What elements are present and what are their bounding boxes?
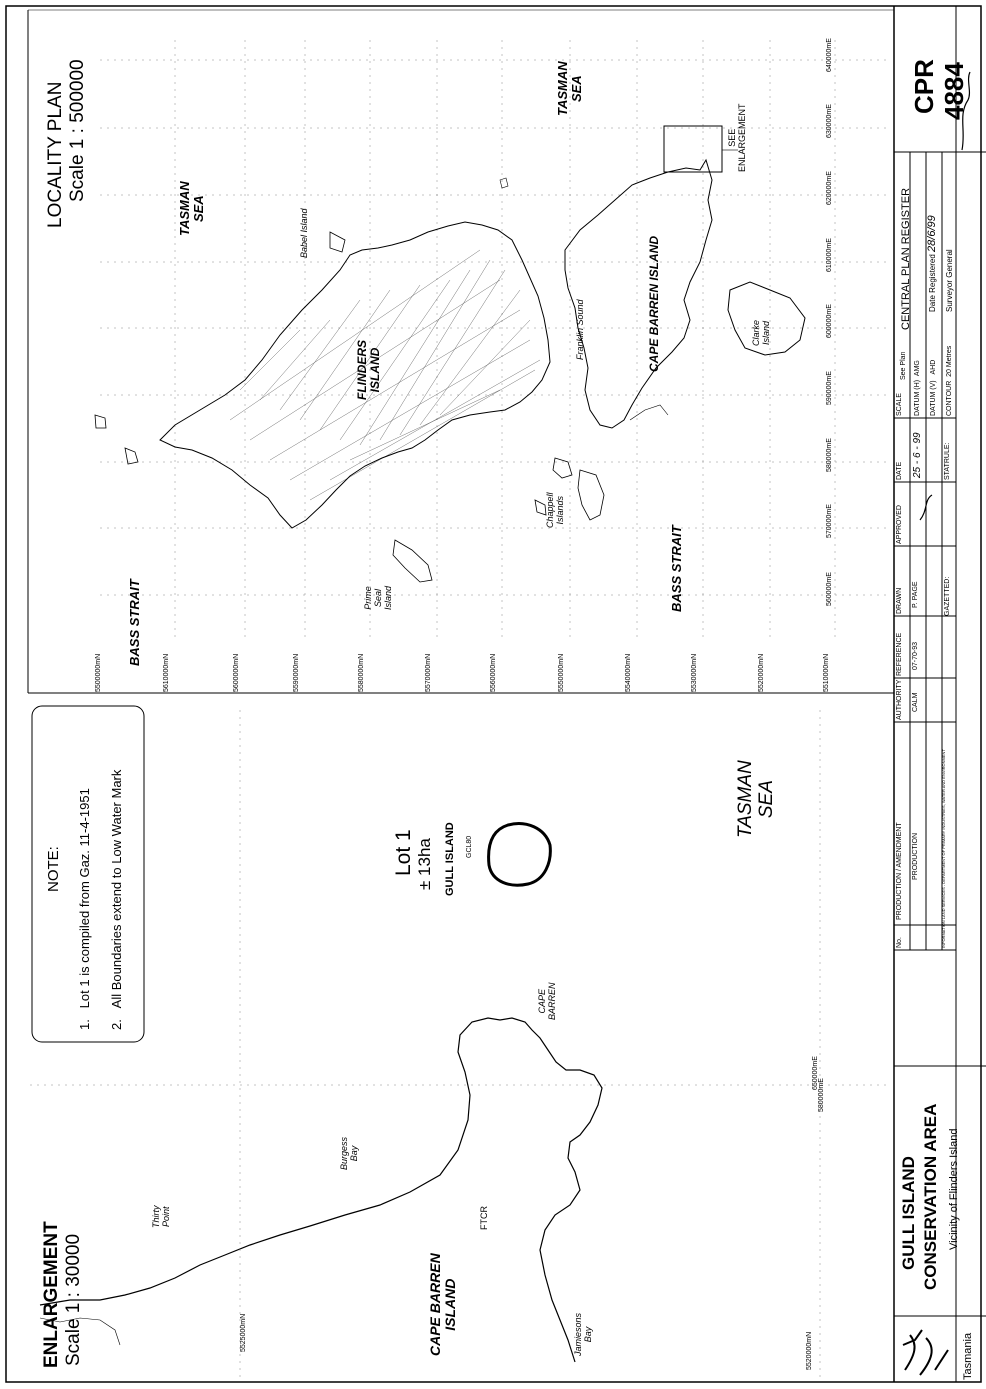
see-enlargement-label: SEE ENLARGEMENT [727,103,747,172]
easting-label: 600000mE [826,304,833,338]
easting-label: 570000mE [826,504,833,538]
register-date: Date Registered 28/6/99 [926,215,938,312]
thirty-point-label: Thirty Point [151,1205,171,1228]
enlargement-scale: Scale 1 : 30000 [63,1233,84,1366]
easting-label: 610000mE [826,238,833,272]
footnote: INFORMATION LAND SERVICES - DEPARTMENT OF PRIMARY INDUSTRIES, WATER AND ENVIRONMENT [941,749,946,948]
enlargement-cape-barren-island-label: CAPE BARREN ISLAND [427,1253,459,1356]
cape-barren-point-label: CAPE BARREN [537,982,557,1020]
table-header-authority: AUTHORITY [896,679,903,720]
locality-title: LOCALITY PLAN [45,81,66,228]
easting-label: 590000mE [826,371,833,405]
gazetted-label: GAZETTED: [944,576,951,616]
chappell-islands-label: Chappell Islands [545,492,565,528]
cape-barren-island-label: CAPE BARREN ISLAND [647,235,661,372]
table-header-drawn: DRAWN [896,587,903,614]
table-header-scale: SCALE [896,393,903,416]
register-heading: CENTRAL PLAN REGISTER [900,187,912,330]
babel-island-label: Babel Island [299,208,309,258]
scale-value: See Plan [900,351,907,380]
statrule-label: STATRULE: [944,442,951,480]
date-value: 25 - 6 - 99 [912,432,923,478]
northing-label: 5580000mN [358,653,365,692]
table-header-approved: APPROVED [896,505,903,544]
plan-title-line1: GULL ISLAND [899,1156,918,1270]
prime-seal-island-label: Prime Seal Island [363,585,393,610]
locality-bass-strait-left: BASS STRAIT [127,579,142,666]
table-header-amendment: PRODUCTION / AMENDMENT [896,822,903,920]
grid-label-5520000mn: 5520000mN [806,1331,813,1370]
locality-scale: Scale 1 : 500000 [67,59,88,202]
table-header-reference: REFERENCE [896,632,903,676]
easting-label: 640000mE [826,38,833,72]
clarke-island-label: Clarke Island [751,319,771,346]
easting-label: 650000mE [812,1056,819,1090]
franklin-sound-label: Franklin Sound [575,299,585,360]
northing-label: 5540000mN [625,653,632,692]
ftcr-label: FTCR [479,1206,489,1230]
note-item-1: 1. Lot 1 is compiled from Gaz. 11-4-1951 [77,788,92,1030]
locality-tasman-sea-top: TASMAN SEA [177,181,207,236]
contour: CONTOUR 20 Metres [946,345,953,416]
table-header-date: DATE [896,461,903,480]
northing-label: 5520000mN [758,653,765,692]
northing-label: 5530000mN [691,653,698,692]
northing-label: 5510000mN [823,653,830,692]
plan-subtitle: Vicinity of Flinders Island [948,1128,960,1250]
note-title: NOTE: [45,846,62,892]
northing-label: 5500000mN [95,653,102,692]
table-header-no: No. [896,937,903,948]
drawn-value: P. PAGE [912,581,919,608]
plan-title-line2: CONSERVATION AREA [921,1103,940,1290]
grid-label-5525000mn: 5525000mN [240,1313,247,1352]
lot-label: Lot 1 [392,829,415,876]
datum-v: DATUM (V) AHD [930,359,937,416]
easting-label: 620000mE [826,171,833,205]
northing-label: 5570000mN [425,653,432,692]
logo-text: Tasmania [962,1332,974,1380]
lot-area-label: ± 13ha [415,838,434,890]
amendment-value: PRODUCTION [912,832,919,880]
grid-label-580000me: 580000mE [818,1078,825,1112]
northing-label: 5610000mN [163,653,170,692]
reference-value: 07-70-93 [912,641,919,670]
locality-tasman-sea-right: TASMAN SEA [555,61,585,116]
easting-label: 630000mE [826,104,833,138]
surveyor-general-label: Surveyor General [945,249,954,312]
gull-island-label: GULL ISLAND [444,822,456,896]
burgess-bay-label: Burgess Bay [339,1136,359,1170]
note-item-2: 2. All Boundaries extend to Low Water Mark [109,769,124,1030]
authority-value: CALM [912,692,919,712]
northing-label: 5560000mN [490,653,497,692]
easting-label: 560000mE [826,572,833,606]
northing-label: 5590000mN [293,653,300,692]
plan-number: 4884 [939,62,969,120]
northing-label: 5600000mN [233,653,240,692]
plan-type: CPR [909,59,939,114]
flinders-island-label: FLINDERS ISLAND [355,340,383,400]
jamiesons-bay-label: Jamiesons Bay [573,1312,593,1356]
enlargement-title: ENLARGEMENT [41,1221,62,1368]
easting-label: 580000mE [826,438,833,472]
locality-bass-strait-right: BASS STRAIT [669,525,684,612]
northing-label: 5550000mN [558,653,565,692]
enlargement-tasman-sea-label: TASMAN SEA [735,760,777,838]
datum-h: DATUM (H) AMG [914,360,921,416]
gcl-label: GCL80 [466,835,473,858]
